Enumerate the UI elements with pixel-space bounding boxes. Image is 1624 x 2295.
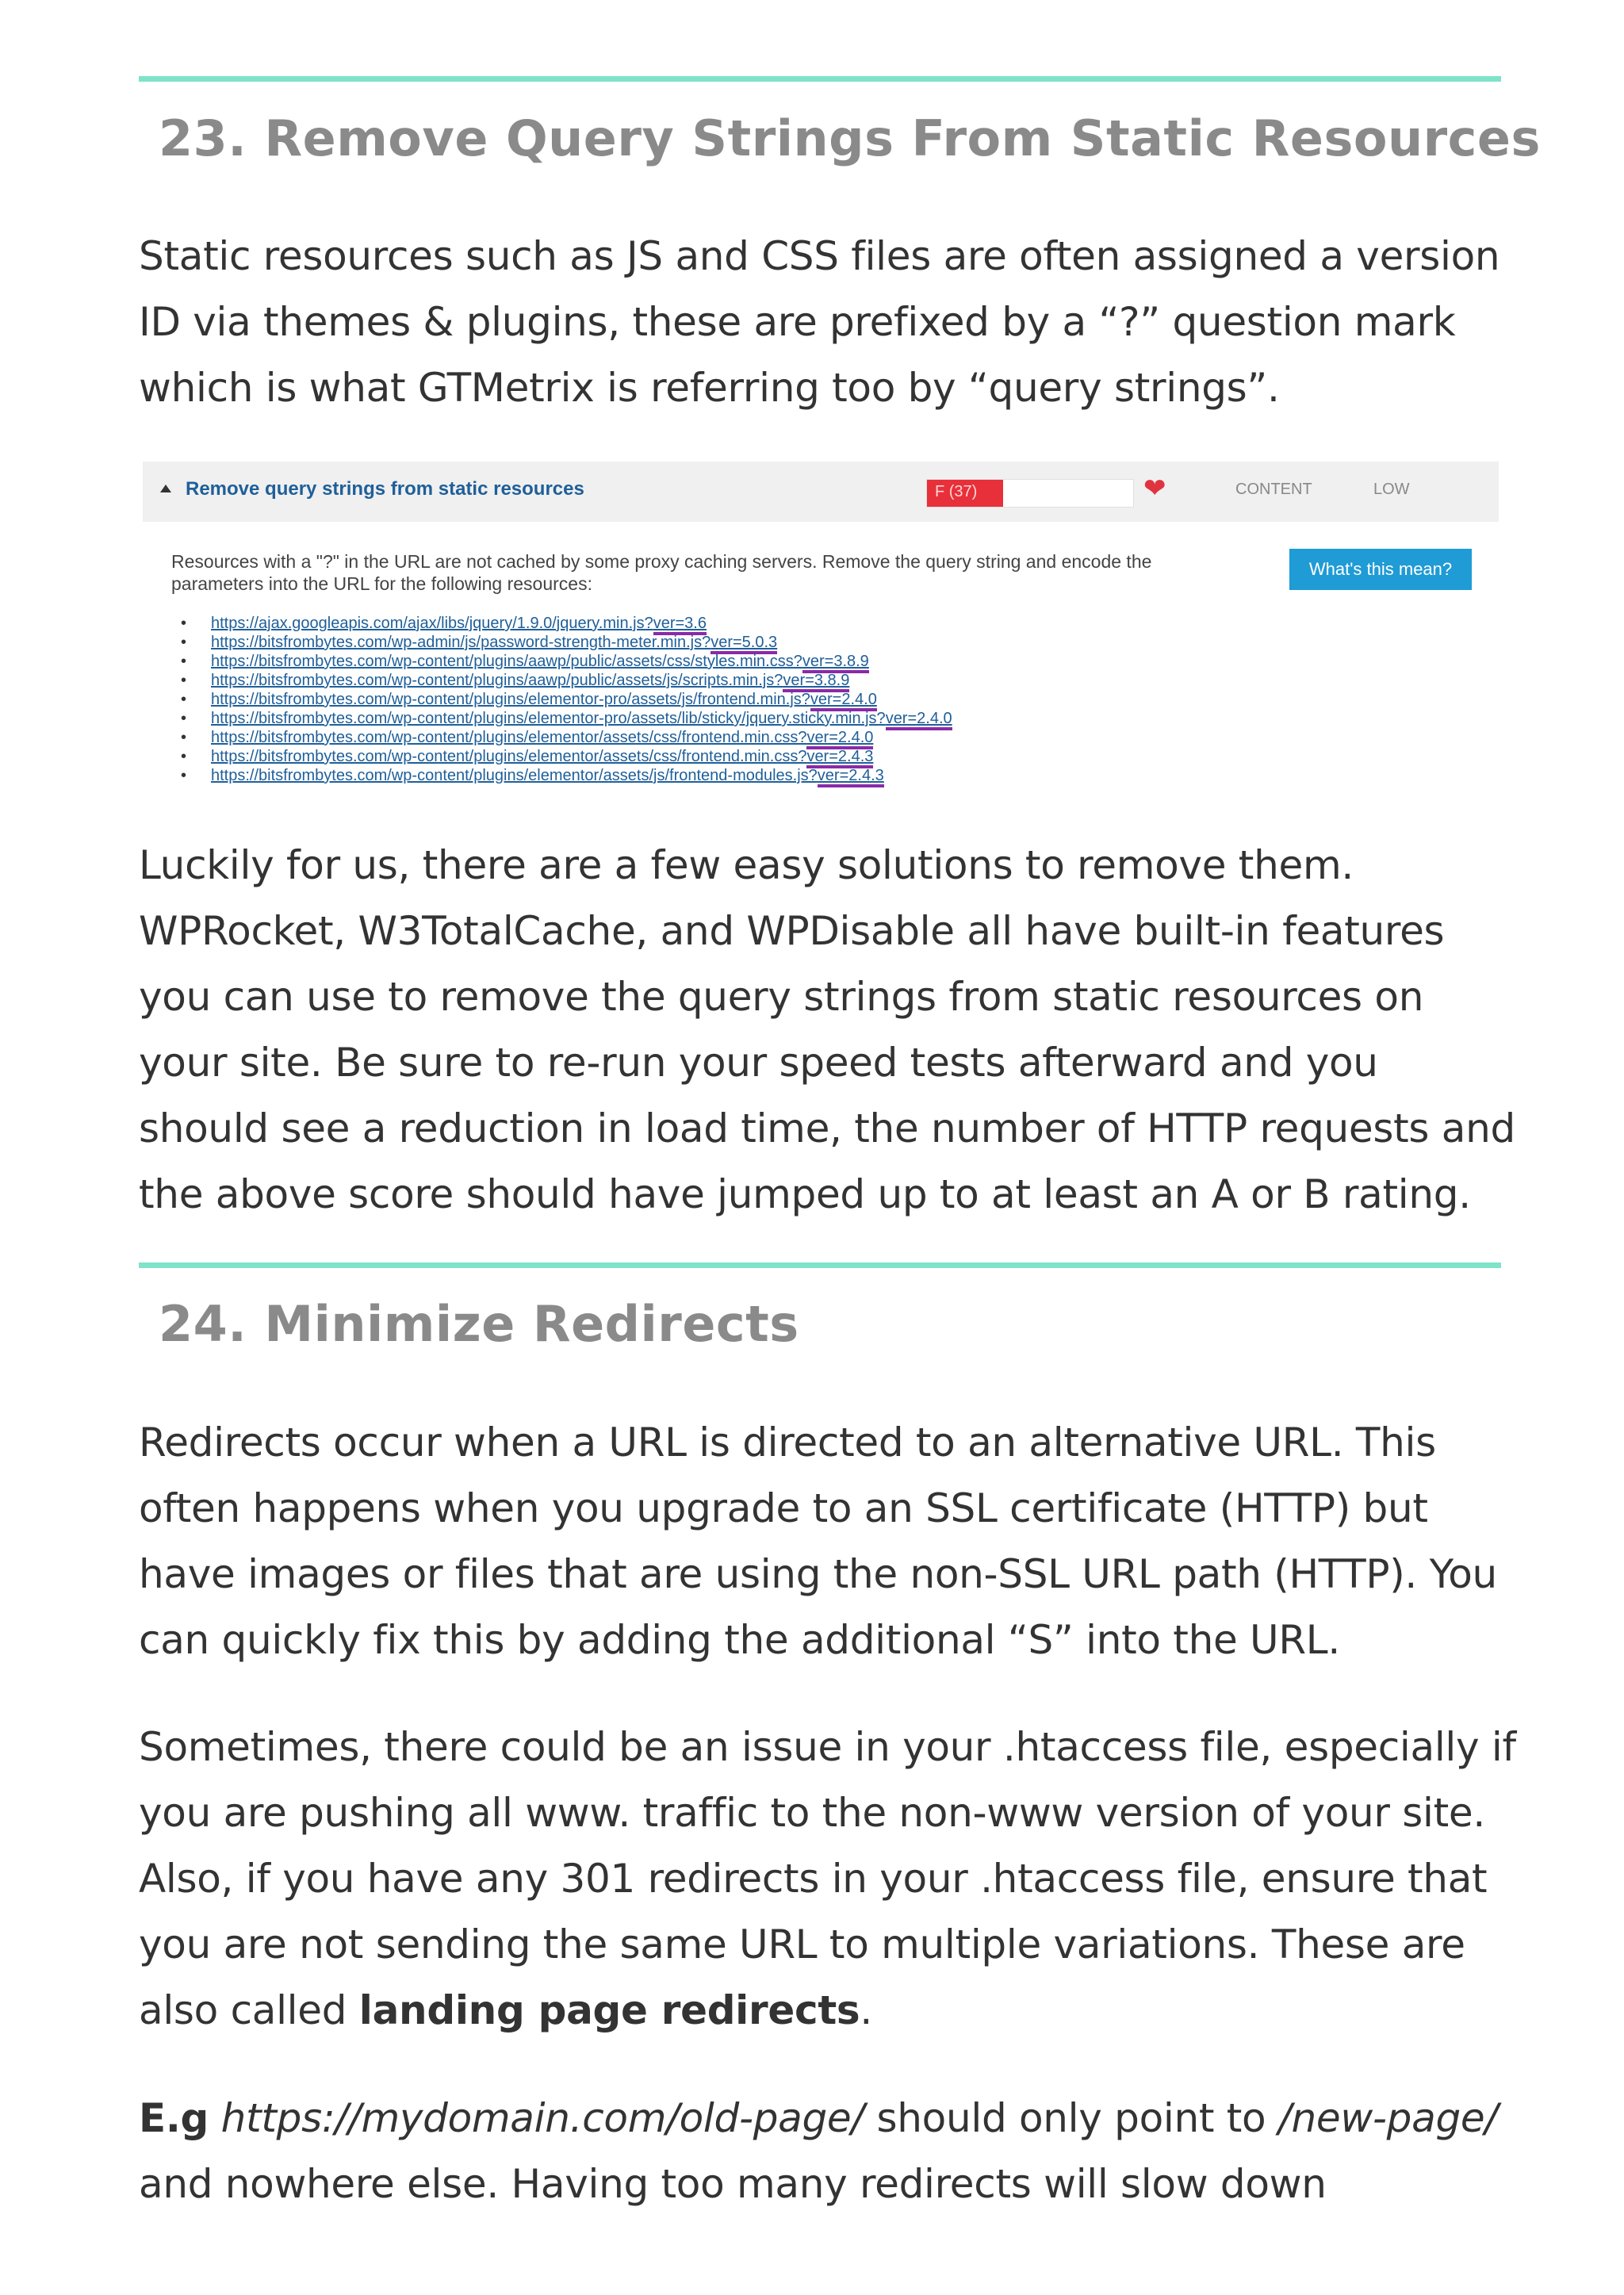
section-23-heading: 23. Remove Query Strings From Static Resources: [159, 109, 1541, 167]
gtmetrix-screenshot: [143, 462, 1499, 795]
rule-category: CONTENT: [1235, 481, 1312, 498]
gtmetrix-rule-description: Resources with a "?" in the URL are not cached by some proxy caching servers. Remove the query string and encode the parameters into the URL for the following resources:: [171, 551, 1152, 594]
example-rest: and nowhere else. Having too many redirects will slow down: [139, 2161, 1327, 2207]
resource-query-string: ver=2.4.3: [806, 748, 873, 768]
resource-url-link[interactable]: [211, 767, 884, 787]
section-24-example: [139, 2086, 1519, 2217]
section-24-paragraph-2: [139, 1715, 1519, 2044]
grade-label: F (37): [935, 483, 978, 500]
whats-this-mean-button[interactable]: What's this mean?: [1289, 549, 1472, 590]
section-23-intro: Static resources such as JS and CSS files are often assigned a version ID via themes & plugins, these are prefixed by a “?” question mark which is what GTMetrix is referring too by “query strings”.: [139, 233, 1500, 411]
resource-url-base: https://ajax.googleapis.com/ajax/libs/jquery/1.9.0/jquery.min.js?: [211, 615, 653, 632]
resource-url-item: [174, 633, 952, 652]
resource-url-item: [174, 614, 952, 633]
resource-query-string: ver=2.4.0: [806, 729, 873, 749]
example-mid: should only point to: [864, 2095, 1278, 2141]
resource-query-string: ver=2.4.0: [886, 710, 952, 730]
resource-url-base: https://bitsfrombytes.com/wp-content/plugins/elementor/assets/js/frontend-modules.js?: [211, 767, 818, 784]
resource-query-string: ver=5.0.3: [710, 634, 777, 654]
grade-bar: [926, 479, 1134, 508]
gtmetrix-rule-title[interactable]: Remove query strings from static resources: [186, 478, 584, 500]
resource-url-base: https://bitsfrombytes.com/wp-admin/js/password-strength-meter.min.js?: [211, 634, 711, 651]
section-24-heading: 24. Minimize Redirects: [159, 1295, 799, 1353]
paragraph-text: Sometimes, there could be an issue in your .htaccess file, especially if you are pushing all www. traffic to the non-www version of your site. Also, if you have any 301 redirects in your .htaccess file, ensure that you are not sending the same URL to multiple variations. These are also called: [139, 1724, 1516, 2033]
resource-url-list: [174, 614, 952, 785]
resource-url-item: [174, 728, 952, 747]
example-old-url: https://mydomain.com/old-page/: [220, 2095, 864, 2141]
resource-url-item: [174, 747, 952, 766]
example-new-url: /new-page/: [1277, 2095, 1498, 2141]
resource-url-base: https://bitsfrombytes.com/wp-content/plugins/aawp/public/assets/js/scripts.min.js?: [211, 672, 783, 689]
chevron-down-icon[interactable]: ❤: [1143, 473, 1166, 504]
landing-page-redirects-term: landing page redirects: [358, 1987, 860, 2033]
resource-url-base: https://bitsfrombytes.com/wp-content/plugins/elementor-pro/assets/js/frontend.min.js?: [211, 691, 810, 708]
resource-url-item: [174, 709, 952, 728]
gtmetrix-rule-header[interactable]: [143, 462, 1499, 522]
resource-url-item: [174, 690, 952, 709]
example-lead: E.g: [139, 2095, 209, 2141]
resource-url-base: https://bitsfrombytes.com/wp-content/plugins/elementor/assets/css/frontend.min.css?: [211, 748, 807, 765]
section-divider: [139, 76, 1501, 82]
rule-priority: LOW: [1373, 481, 1410, 498]
resource-url-base: https://bitsfrombytes.com/wp-content/plugins/aawp/public/assets/css/styles.min.css?: [211, 653, 802, 670]
resource-url-item: [174, 652, 952, 671]
collapse-caret-icon[interactable]: [160, 485, 171, 492]
section-23-solutions: Luckily for us, there are a few easy solutions to remove them. WPRocket, W3TotalCache, and WPDisable all have built-in features you can use to remove the query strings from static resources on your site. Be sure to re-run your speed tests afterward and you should see a reduction in load time, the number of HTTP requests and the above score should have jumped up to at least an A or B rating.: [139, 842, 1515, 1217]
resource-query-string: ver=2.4.3: [818, 767, 884, 787]
paragraph-end: .: [860, 1987, 872, 2033]
section-divider: [139, 1262, 1501, 1268]
resource-url-item: [174, 671, 952, 690]
resource-query-string: ver=3.6: [653, 615, 707, 635]
resource-query-string: ver=3.8.9: [802, 653, 869, 673]
resource-url-base: https://bitsfrombytes.com/wp-content/plugins/elementor/assets/css/frontend.min.css?: [211, 729, 807, 746]
resource-url-base: https://bitsfrombytes.com/wp-content/plugins/elementor-pro/assets/lib/sticky/jquery.sticky.min.js?: [211, 710, 886, 727]
resource-url-item: [174, 766, 952, 785]
resource-query-string: ver=2.4.0: [810, 691, 877, 711]
resource-query-string: ver=3.8.9: [783, 672, 849, 692]
section-24-paragraph-1: Redirects occur when a URL is directed to an alternative URL. This often happens when you upgrade to an SSL certificate (HTTP) but have images or files that are using the non-SSL URL path (HTTP). You can quickly fix this by adding the additional “S” into the URL.: [139, 1420, 1497, 1663]
